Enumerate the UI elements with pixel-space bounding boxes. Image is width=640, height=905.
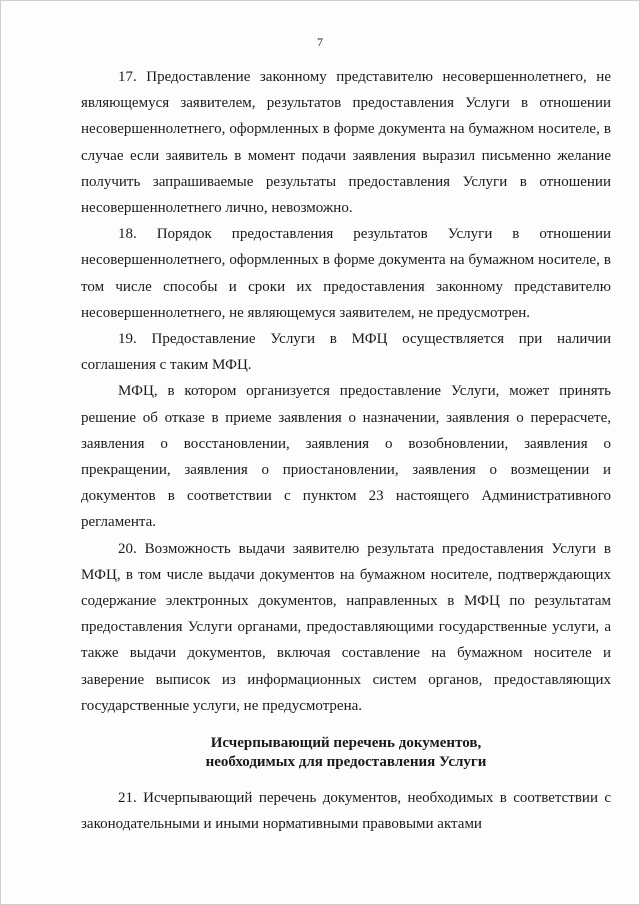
section-heading-line-2: необходимых для предоставления Услуги — [205, 754, 487, 771]
section-heading-line-1: Исчерпывающий перечень документов, — [210, 735, 482, 752]
page-number: 7 — [317, 35, 323, 49]
section-heading — [81, 734, 611, 772]
paragraph-20: 20. Возможность выдачи заявителю результата предоставления Услуги в МФЦ, в том числе выдачи документов на бумажном носителе, подтверждающих содержание электронных документов, направленных в МФЦ по результатам предоставления Услуги органами, предоставляющими государственные услуги, а также выдачи документов, включая составление на бумажном носителе и заверение выписок из информационных систем органов, предоставляющих государственные услуги, не предусмотрена. — [81, 540, 611, 714]
paragraph-19-continued: МФЦ, в котором организуется предоставление Услуги, может принять решение об отказе в приеме заявления о назначении, заявления о перерасчете, заявления о восстановлении, заявления о возобновлении, заявления о прекращении, заявления о приостановлении, заявления о возмещении и документов в соответствии с пунктом 23 настоящего Административного регламента. — [81, 383, 611, 531]
document-body — [81, 64, 611, 837]
paragraph-17: 17. Предоставление законному представителю несовершеннолетнего, не являющемуся заявителем, результатов предоставления Услуги в отношении несовершеннолетнего, оформленных в форме документа на бумажном носителе, в случае если заявитель в момент подачи заявления выразил письменно желание получить запрашиваемые результаты предоставления Услуги в отношении несовершеннолетнего лично, невозможно. — [81, 69, 611, 217]
paragraph-19: 19. Предоставление Услуги в МФЦ осуществляется при наличии соглашения с таким МФЦ. — [81, 331, 611, 374]
paragraph-21: 21. Исчерпывающий перечень документов, необходимых в соответствии с законодательными и иными нормативными правовыми актами — [81, 790, 611, 833]
paragraph-18: 18. Порядок предоставления результатов Услуги в отношении несовершеннолетнего, оформленных в форме документа на бумажном носителе, в том числе способы и сроки их предоставления законному представителю несовершеннолетнего, не являющемуся заявителем, не предусмотрен. — [81, 226, 611, 321]
